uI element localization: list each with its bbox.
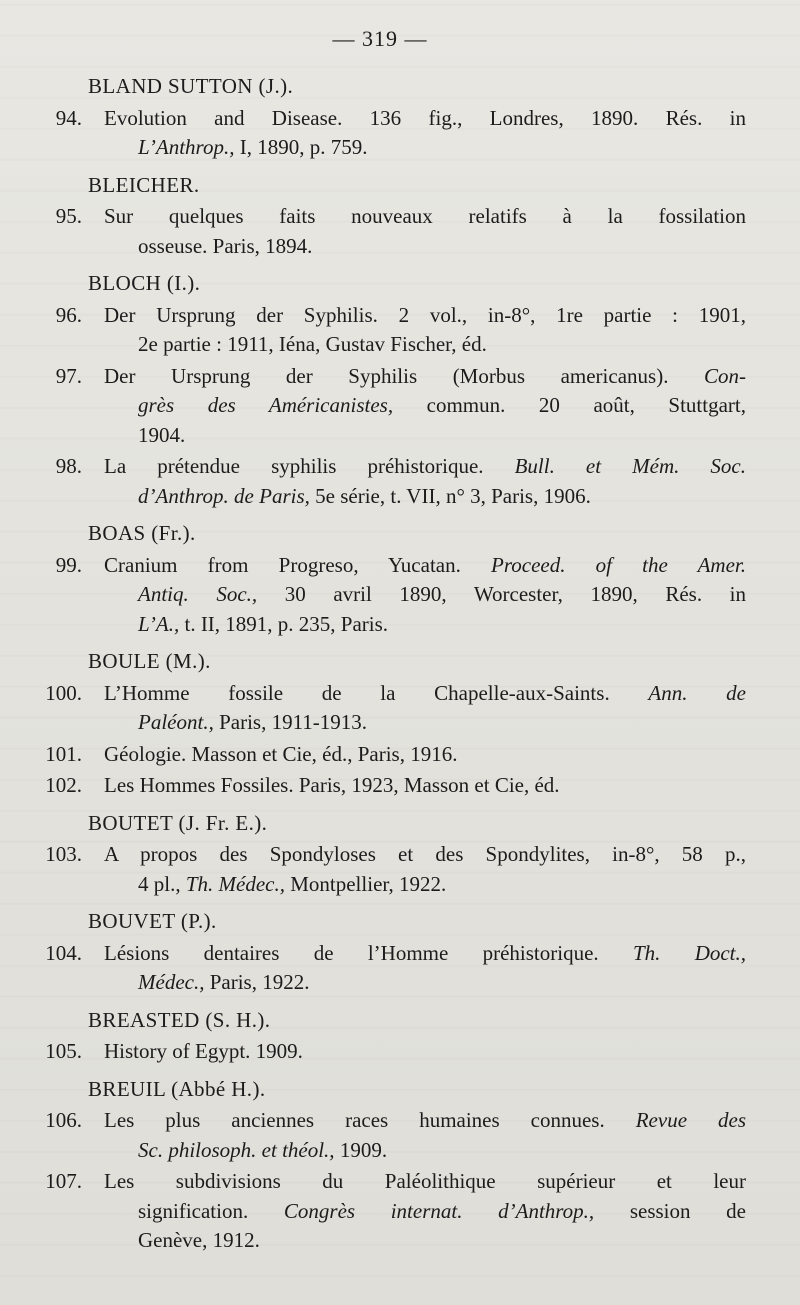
entry-line xyxy=(104,104,746,134)
bibliography-entry xyxy=(0,1167,760,1256)
italic-title: Proceed. of the Amer. xyxy=(491,552,747,577)
text-run: Les Hommes Fossiles. Paris, 1923, Masson et Cie, éd. xyxy=(104,773,560,797)
entry-text xyxy=(104,740,760,770)
entry-number: 102. xyxy=(45,773,82,797)
italic-title: Th. Médec., xyxy=(185,871,285,896)
entry-line xyxy=(104,1106,746,1136)
text-run: 1909. xyxy=(334,1137,388,1162)
bibliography-list xyxy=(0,72,760,1258)
entry-text xyxy=(104,104,760,163)
entry-line xyxy=(104,1136,746,1166)
entry-line xyxy=(104,1167,746,1197)
bibliography-entry xyxy=(0,679,760,738)
author-heading: BOULE (M.). xyxy=(88,649,211,673)
text-run: Paris, 1922. xyxy=(204,970,310,994)
entry-line xyxy=(104,1226,746,1256)
text-run: Genève, 1912. xyxy=(138,1228,260,1252)
entry-number: 105. xyxy=(45,1039,82,1063)
entry-line xyxy=(104,580,746,610)
entry-line xyxy=(104,1197,746,1227)
author-heading: BOAS (Fr.). xyxy=(88,521,196,545)
entry-line xyxy=(104,870,746,900)
entry-line xyxy=(104,840,746,870)
author-heading: BOUVET (P.). xyxy=(88,909,217,933)
text-run: 4 pl., xyxy=(138,871,186,896)
text-run: t. II, 1891, p. 235, Paris. xyxy=(179,611,389,636)
entry-line xyxy=(104,708,746,738)
entry-text xyxy=(104,202,760,261)
text-run: osseuse. Paris, 1894. xyxy=(138,233,313,258)
text-run: La prétendue syphilis préhistorique. xyxy=(104,454,515,478)
entry-line xyxy=(104,551,746,581)
entry-line xyxy=(104,362,746,392)
entry-line xyxy=(104,133,746,163)
page-number: — 319 — xyxy=(332,26,428,51)
bibliography-entry xyxy=(0,771,760,801)
italic-title: L’Anthrop., xyxy=(138,135,235,159)
entry-text xyxy=(104,679,760,738)
bibliography-entry xyxy=(0,740,760,770)
entry-line xyxy=(104,330,746,360)
text-run: 30 avril 1890, Worcester, 1890, Rés. in xyxy=(257,582,746,606)
entry-number: 96. xyxy=(55,302,82,327)
entry-line xyxy=(104,1037,746,1067)
italic-title: Antiq. Soc., xyxy=(138,582,258,606)
entry-line xyxy=(104,482,746,512)
text-run: History of Egypt. 1909. xyxy=(104,1039,303,1063)
text-run: Montpellier, 1922. xyxy=(284,871,447,896)
entry-number: 97. xyxy=(55,363,82,388)
text-run: signification. xyxy=(138,1198,284,1223)
entry-line xyxy=(104,771,746,801)
text-run: A propos des Spondyloses et des Spondylites, in-8°, 58 p., xyxy=(104,842,746,866)
entry-number: 100. xyxy=(45,680,82,705)
author-heading: BLAND SUTTON (J.). xyxy=(88,74,294,98)
bibliography-entry xyxy=(0,362,760,451)
text-run: 5e série, t. VII, n° 3, Paris, 1906. xyxy=(309,483,591,508)
text-run: Géologie. Masson et Cie, éd., Paris, 1916. xyxy=(104,741,458,766)
entry-line xyxy=(104,391,746,421)
italic-title: grès des Américanistes, xyxy=(138,393,394,417)
entry-number: 103. xyxy=(45,842,82,866)
entry-line xyxy=(104,679,746,709)
entry-text xyxy=(104,1037,760,1067)
entry-line xyxy=(104,740,746,770)
entry-number: 95. xyxy=(55,204,82,228)
text-run: Der Ursprung der Syphilis. 2 vol., in-8°, 1re partie : 1901, xyxy=(104,302,746,327)
author-heading: BLEICHER. xyxy=(88,172,200,197)
author-heading: BREUIL (Abbé H.). xyxy=(88,1076,266,1101)
text-run: commun. 20 août, Stuttgart, xyxy=(393,393,746,417)
text-run: Sur quelques faits nouveaux relatifs à la fossilation xyxy=(104,204,746,228)
entry-text xyxy=(104,840,760,899)
italic-title: L’A., xyxy=(138,611,180,636)
bibliography-entry xyxy=(0,202,760,261)
italic-title: Bull. et Mém. Soc. xyxy=(514,454,747,478)
entry-text xyxy=(104,1167,760,1256)
author-heading: BLOCH (I.). xyxy=(88,271,201,295)
italic-title: Revue des xyxy=(635,1108,746,1132)
text-run: 1904. xyxy=(138,422,186,447)
entry-line xyxy=(104,421,746,451)
text-run: Lésions dentaires de l’Homme préhistorique. xyxy=(104,940,633,965)
italic-title: Con- xyxy=(704,363,746,388)
entry-line xyxy=(104,968,746,998)
italic-title: Th. Doct., xyxy=(632,940,747,965)
bibliography-entry xyxy=(0,301,760,360)
text-run: Cranium from Progreso, Yucatan. xyxy=(104,552,492,577)
entry-text xyxy=(104,551,760,640)
bibliography-entry xyxy=(0,1106,760,1165)
entry-text xyxy=(104,452,760,511)
entry-number: 106. xyxy=(45,1108,82,1132)
entry-line xyxy=(104,202,746,232)
entry-text xyxy=(104,301,760,360)
text-run: Evolution and Disease. 136 fig., Londres, 1890. Rés. in xyxy=(104,105,746,130)
text-run: Paris, 1911-1913. xyxy=(213,710,368,734)
bibliography-entry xyxy=(0,452,760,511)
italic-title: Médec., xyxy=(138,970,205,994)
text-run: 2e partie : 1911, Iéna, Gustav Fischer, éd. xyxy=(138,332,487,356)
text-run: Der Ursprung der Syphilis (Morbus americanus). xyxy=(104,363,704,388)
text-run: L’Homme fossile de la Chapelle-aux-Saints. xyxy=(104,680,649,705)
entry-number: 101. xyxy=(45,741,82,766)
bibliography-entry xyxy=(0,840,760,899)
author-heading: BREASTED (S. H.). xyxy=(88,1007,271,1032)
entry-text xyxy=(104,939,760,998)
entry-line xyxy=(104,232,746,262)
text-run: I, 1890, p. 759. xyxy=(234,135,368,159)
italic-title: Congrès internat. d’Anthrop., xyxy=(283,1198,595,1223)
bibliography-entry xyxy=(0,1037,760,1067)
italic-title: d’Anthrop. de Paris, xyxy=(138,483,310,508)
bibliography-entry xyxy=(0,939,760,998)
entry-number: 99. xyxy=(55,552,82,577)
italic-title: Ann. de xyxy=(648,680,747,705)
bibliography-entry xyxy=(0,104,760,163)
entry-text xyxy=(104,771,760,801)
entry-number: 104. xyxy=(45,940,82,965)
entry-line xyxy=(104,610,746,640)
bibliography-entry xyxy=(0,551,760,640)
entry-number: 94. xyxy=(55,105,82,130)
author-heading: BOUTET (J. Fr. E.). xyxy=(88,810,268,835)
entry-text xyxy=(104,1106,760,1165)
italic-title: Paléont., xyxy=(138,710,214,734)
entry-text xyxy=(104,362,760,451)
italic-title: Sc. philosoph. et théol., xyxy=(138,1137,335,1162)
entry-number: 98. xyxy=(55,454,82,478)
entry-line xyxy=(104,452,746,482)
entry-line xyxy=(104,939,746,969)
entry-number: 107. xyxy=(45,1169,82,1193)
entry-line xyxy=(104,301,746,331)
text-run: session de xyxy=(594,1198,746,1223)
text-run: Les plus anciennes races humaines connues. xyxy=(104,1108,636,1132)
text-run: Les subdivisions du Paléolithique supérieur et leur xyxy=(104,1169,746,1193)
